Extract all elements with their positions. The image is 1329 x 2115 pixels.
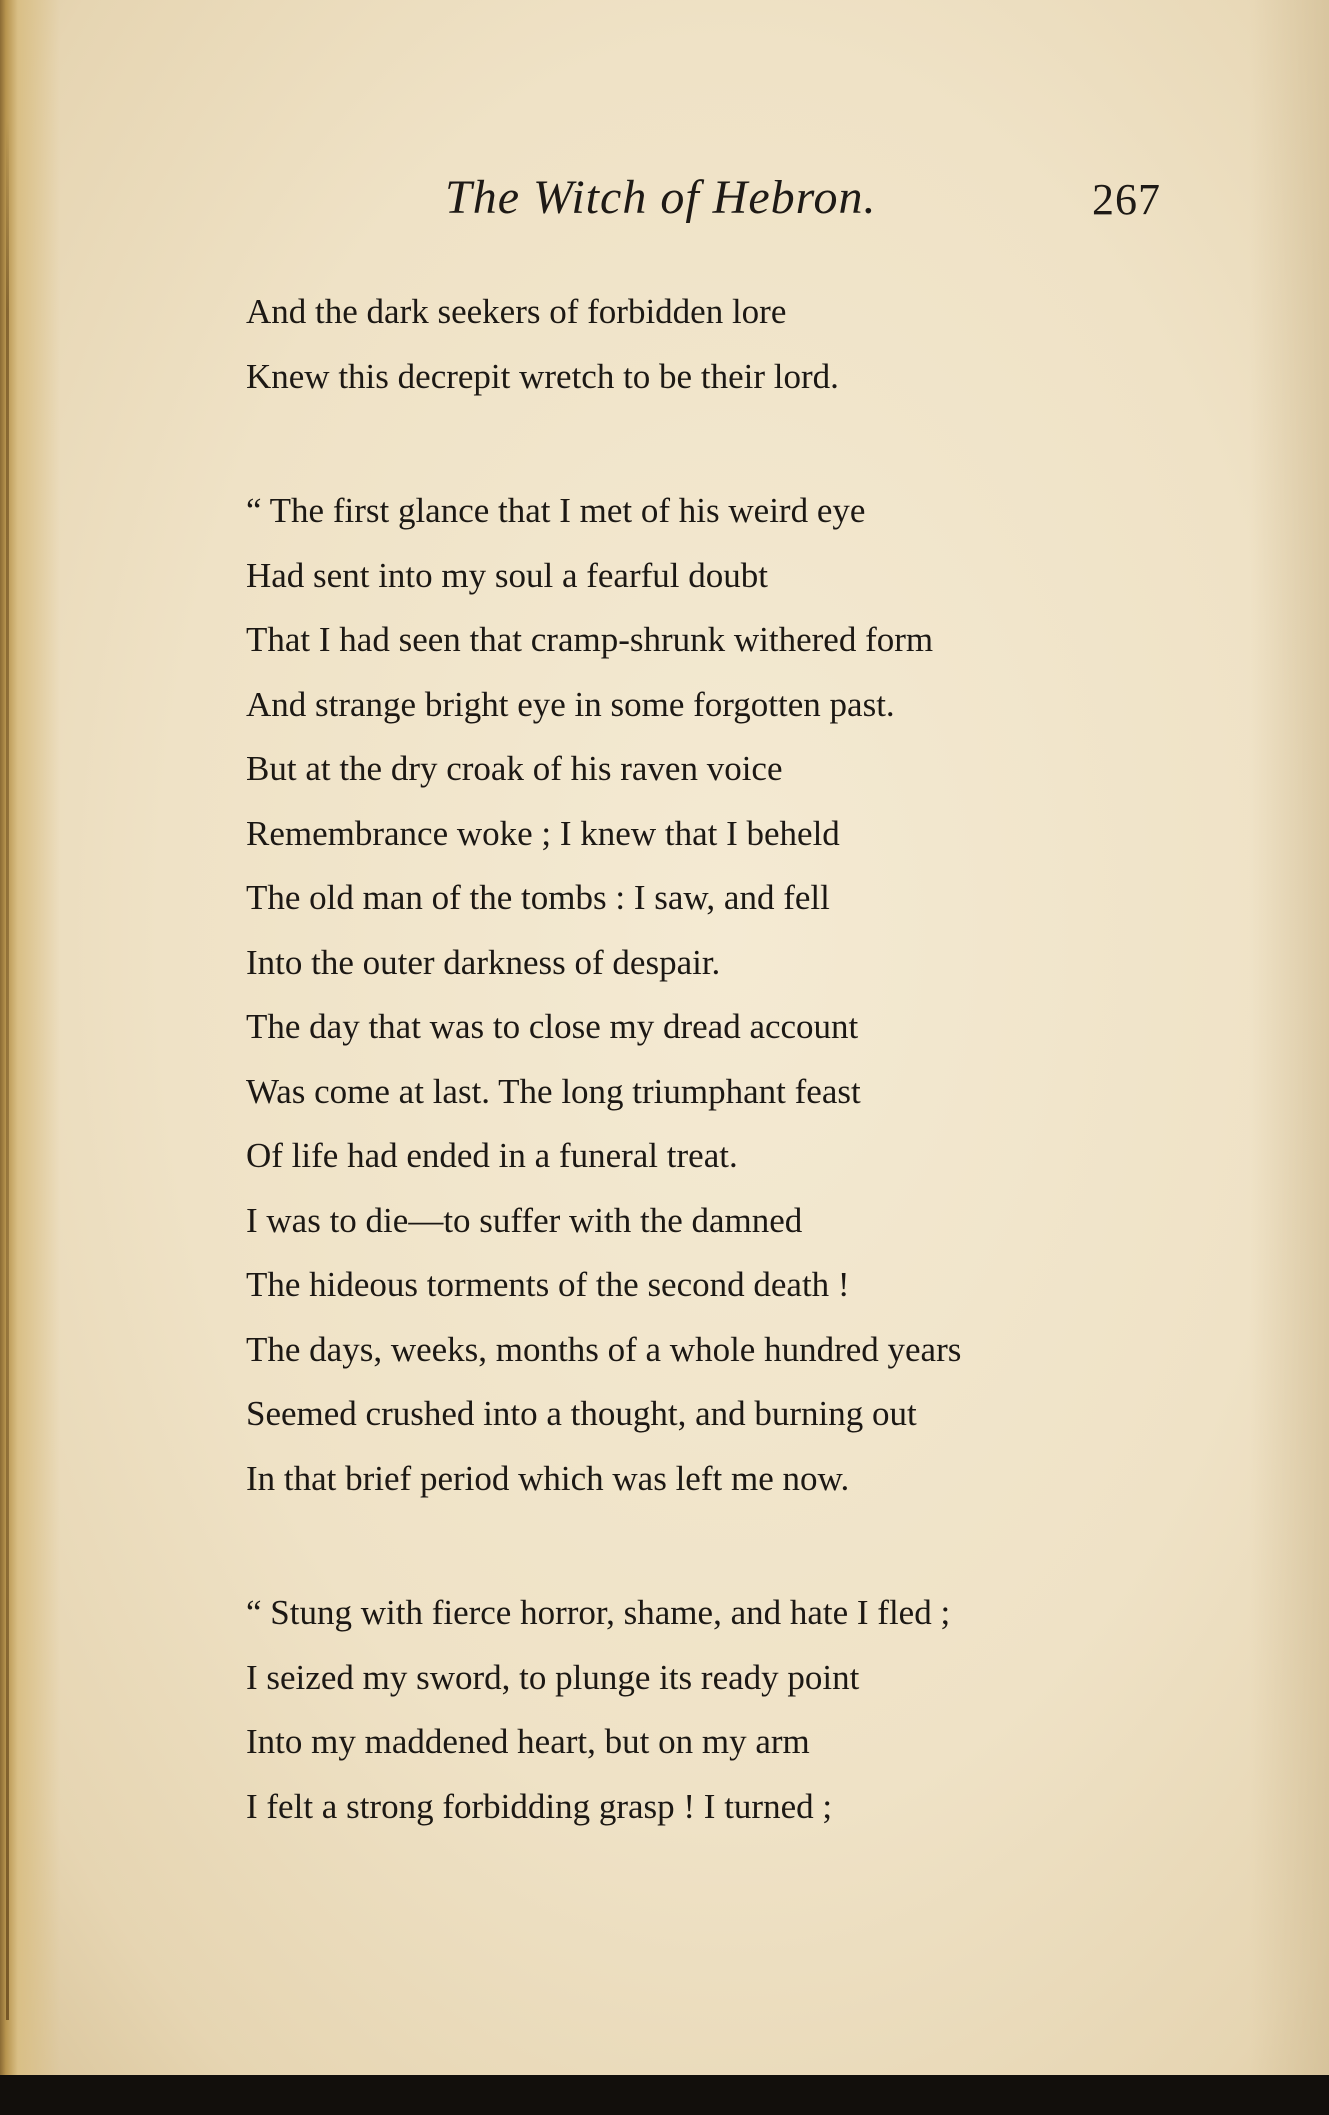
scan-bottom-edge: [0, 2075, 1329, 2115]
verse-line: The days, weeks, months of a whole hundred years: [246, 1329, 962, 1369]
poem-text: [246, 280, 1146, 1839]
stanza-3: [246, 1581, 1146, 1839]
verse-line: I was to die—to suffer with the damned: [246, 1200, 803, 1240]
stanza-2: [246, 479, 1146, 1511]
verse-line: The hideous torments of the second death !: [246, 1265, 850, 1304]
verse-line: But at the dry croak of his raven voice: [246, 749, 783, 788]
verse-line: Had sent into my soul a fearful doubt: [246, 555, 768, 595]
stanza-1: [246, 280, 1146, 409]
verse-line: “ The first glance that I met of his weird eye: [246, 491, 866, 530]
page-number: 267: [1092, 175, 1161, 224]
page-right-edge: [1249, 0, 1329, 2075]
verse-line: And the dark seekers of forbidden lore: [246, 292, 787, 331]
verse-line: The old man of the tombs : I saw, and fell: [246, 878, 830, 917]
stanza-break: [246, 1511, 1146, 1581]
verse-line: Into my maddened heart, but on my arm: [246, 1722, 810, 1761]
verse-line: Knew this decrepit wretch to be their lord.: [246, 356, 839, 396]
verse-line: Remembrance woke ; I knew that I beheld: [246, 813, 840, 853]
verse-line: I felt a strong forbidding grasp ! I turned ;: [246, 1786, 833, 1826]
verse-line: The day that was to close my dread account: [246, 1007, 859, 1046]
verse-line: And strange bright eye in some forgotten past.: [246, 684, 895, 724]
verse-line: Seemed crushed into a thought, and burning out: [246, 1394, 917, 1433]
page-binding-edge: [0, 0, 60, 2075]
running-title: The Witch of Hebron.: [445, 171, 877, 224]
verse-line: Into the outer darkness of despair.: [246, 942, 721, 982]
verse-line: In that brief period which was left me now.: [246, 1458, 850, 1498]
stanza-break: [246, 409, 1146, 479]
verse-line: Of life had ended in a funeral treat.: [246, 1136, 738, 1175]
verse-line: That I had seen that cramp-shrunk withered form: [246, 620, 934, 659]
verse-line: “ Stung with fierce horror, shame, and hate I fled ;: [246, 1593, 951, 1632]
verse-line: Was come at last. The long triumphant feast: [246, 1071, 861, 1111]
verse-line: I seized my sword, to plunge its ready point: [246, 1657, 860, 1697]
page-header: [0, 170, 1329, 240]
binding-crease: [6, 120, 9, 2020]
